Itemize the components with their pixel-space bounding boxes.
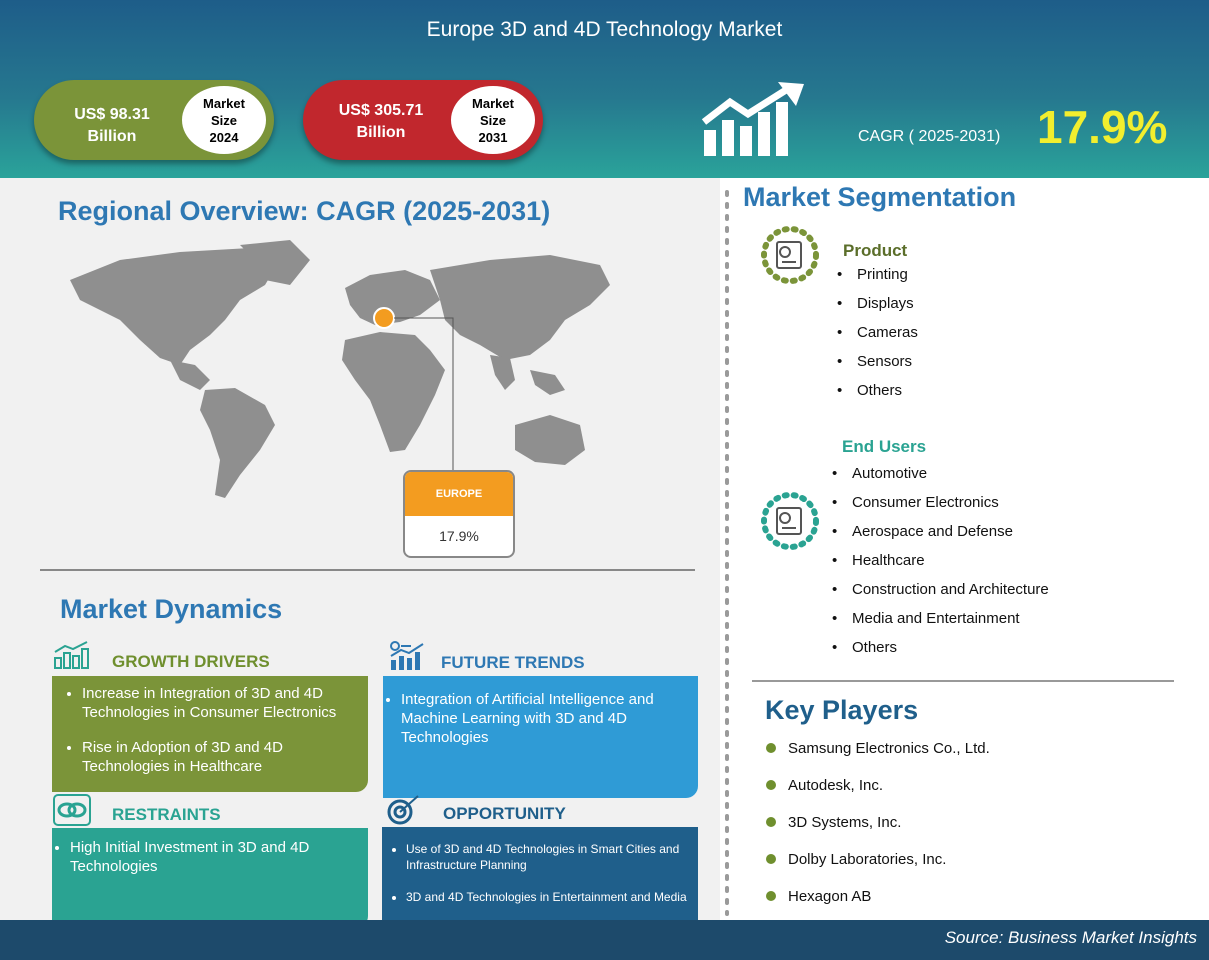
product-item: • Cameras: [837, 324, 918, 353]
source-credit: Source: Business Market Insights: [944, 928, 1197, 947]
market-size-2024-value: [52, 104, 172, 148]
product-segment-title: Product: [843, 241, 908, 260]
future-trends-icon: [387, 640, 427, 672]
product-item: • Sensors: [837, 353, 918, 382]
growth-drivers-title: GROWTH DRIVERS: [112, 652, 270, 671]
vertical-dotted-divider: [722, 178, 732, 918]
market-2031-label-circle: [451, 86, 535, 154]
opportunity-icon: [384, 794, 422, 826]
market-2031-amount: US$ 305.71: [338, 102, 424, 119]
key-player-name: Dolby Laboratories, Inc.: [788, 851, 947, 868]
regional-overview-title: Regional Overview: CAGR (2025-2031): [58, 196, 551, 226]
key-player-name: 3D Systems, Inc.: [788, 814, 902, 831]
section-divider: [40, 569, 695, 571]
growth-chart-icon: [700, 80, 810, 160]
end-user-item: • Aerospace and Defense: [832, 523, 1049, 552]
market-2024-label-circle: [182, 86, 266, 154]
region-callout: [403, 470, 515, 558]
market-2024-year: 2024: [209, 129, 239, 145]
opportunity-item: • Use of 3D and 4D Technologies in Smart Cities and Infrastructure Planning: [406, 841, 694, 873]
page-title: Europe 3D and 4D Technology Market: [426, 18, 783, 41]
growth-drivers-icon: [53, 640, 91, 670]
region-cagr: 17.9%: [439, 528, 479, 544]
bullet-icon: [766, 854, 776, 864]
opportunity-title: OPPORTUNITY: [443, 804, 566, 823]
key-player-name: Hexagon AB: [788, 888, 872, 905]
end-user-item: • Consumer Electronics: [832, 494, 1049, 523]
product-list: [837, 266, 918, 411]
product-item: • Displays: [837, 295, 918, 324]
end-user-item: • Construction and Architecture: [832, 581, 1049, 610]
market-dynamics-title: Market Dynamics: [60, 594, 283, 624]
bullet-icon: [766, 817, 776, 827]
future-trends-title: FUTURE TRENDS: [441, 653, 585, 672]
key-player-name: Autodesk, Inc.: [788, 777, 884, 794]
key-player-item: [766, 777, 883, 794]
restraints-title: RESTRAINTS: [112, 805, 221, 824]
end-user-item: • Healthcare: [832, 552, 1049, 581]
market-2024-label-line1: Market: [203, 95, 245, 111]
world-map: [60, 240, 620, 505]
growth-drivers-box: [52, 676, 368, 792]
key-player-item: [766, 814, 901, 831]
product-segment-icon: [752, 224, 828, 286]
market-2031-label-line1: Market: [472, 95, 514, 111]
key-players-title: Key Players: [765, 695, 919, 725]
region-name: EUROPE: [405, 472, 513, 516]
opportunity-item: • 3D and 4D Technologies in Entertainment and Media: [406, 889, 694, 905]
product-item: • Printing: [837, 266, 918, 295]
market-size-2031-pill: [303, 80, 543, 160]
end-users-segment-icon: [752, 490, 828, 552]
market-2024-label-line2: Size: [210, 112, 237, 128]
growth-driver-item: • Increase in Integration of 3D and 4D Technologies in Consumer Electronics: [82, 684, 368, 722]
end-user-item: • Media and Entertainment: [832, 610, 1049, 639]
product-item: • Others: [837, 382, 918, 411]
cagr-label: CAGR ( 2025-2031): [858, 128, 1001, 145]
market-segmentation-title: Market Segmentation: [743, 182, 1017, 212]
market-2031-unit: Billion: [356, 124, 406, 141]
key-players-divider: [752, 680, 1174, 682]
restraints-box: [52, 828, 368, 928]
restraints-icon: [53, 794, 91, 826]
end-user-item: • Automotive: [832, 465, 1049, 494]
market-2031-label-line2: Size: [479, 112, 506, 128]
market-size-2031-value: [321, 100, 441, 144]
market-2031-year: 2031: [478, 129, 508, 145]
future-trends-box: [383, 676, 698, 798]
end-users-segment-title: End Users: [842, 437, 927, 456]
restraint-item: • High Initial Investment in 3D and 4D Technologies: [70, 838, 368, 876]
bullet-icon: [766, 780, 776, 790]
growth-driver-item: • Rise in Adoption of 3D and 4D Technologies in Healthcare: [82, 738, 368, 776]
market-2024-unit: Billion: [87, 128, 137, 145]
end-user-item: • Others: [832, 639, 1049, 668]
opportunity-box: [382, 827, 698, 932]
end-users-list: [832, 465, 1049, 668]
bullet-icon: [766, 743, 776, 753]
key-player-item: [766, 851, 946, 868]
key-player-item: [766, 740, 990, 757]
market-2024-amount: US$ 98.31: [74, 106, 150, 123]
key-player-name: Samsung Electronics Co., Ltd.: [788, 740, 990, 757]
key-player-item: [766, 888, 871, 905]
future-trend-item: • Integration of Artificial Intelligence and Machine Learning with 3D and 4D Technologies: [401, 690, 698, 747]
europe-marker: [374, 308, 394, 328]
market-size-2024-pill: [34, 80, 274, 160]
cagr-value: 17.9%: [1037, 101, 1168, 153]
bullet-icon: [766, 891, 776, 901]
